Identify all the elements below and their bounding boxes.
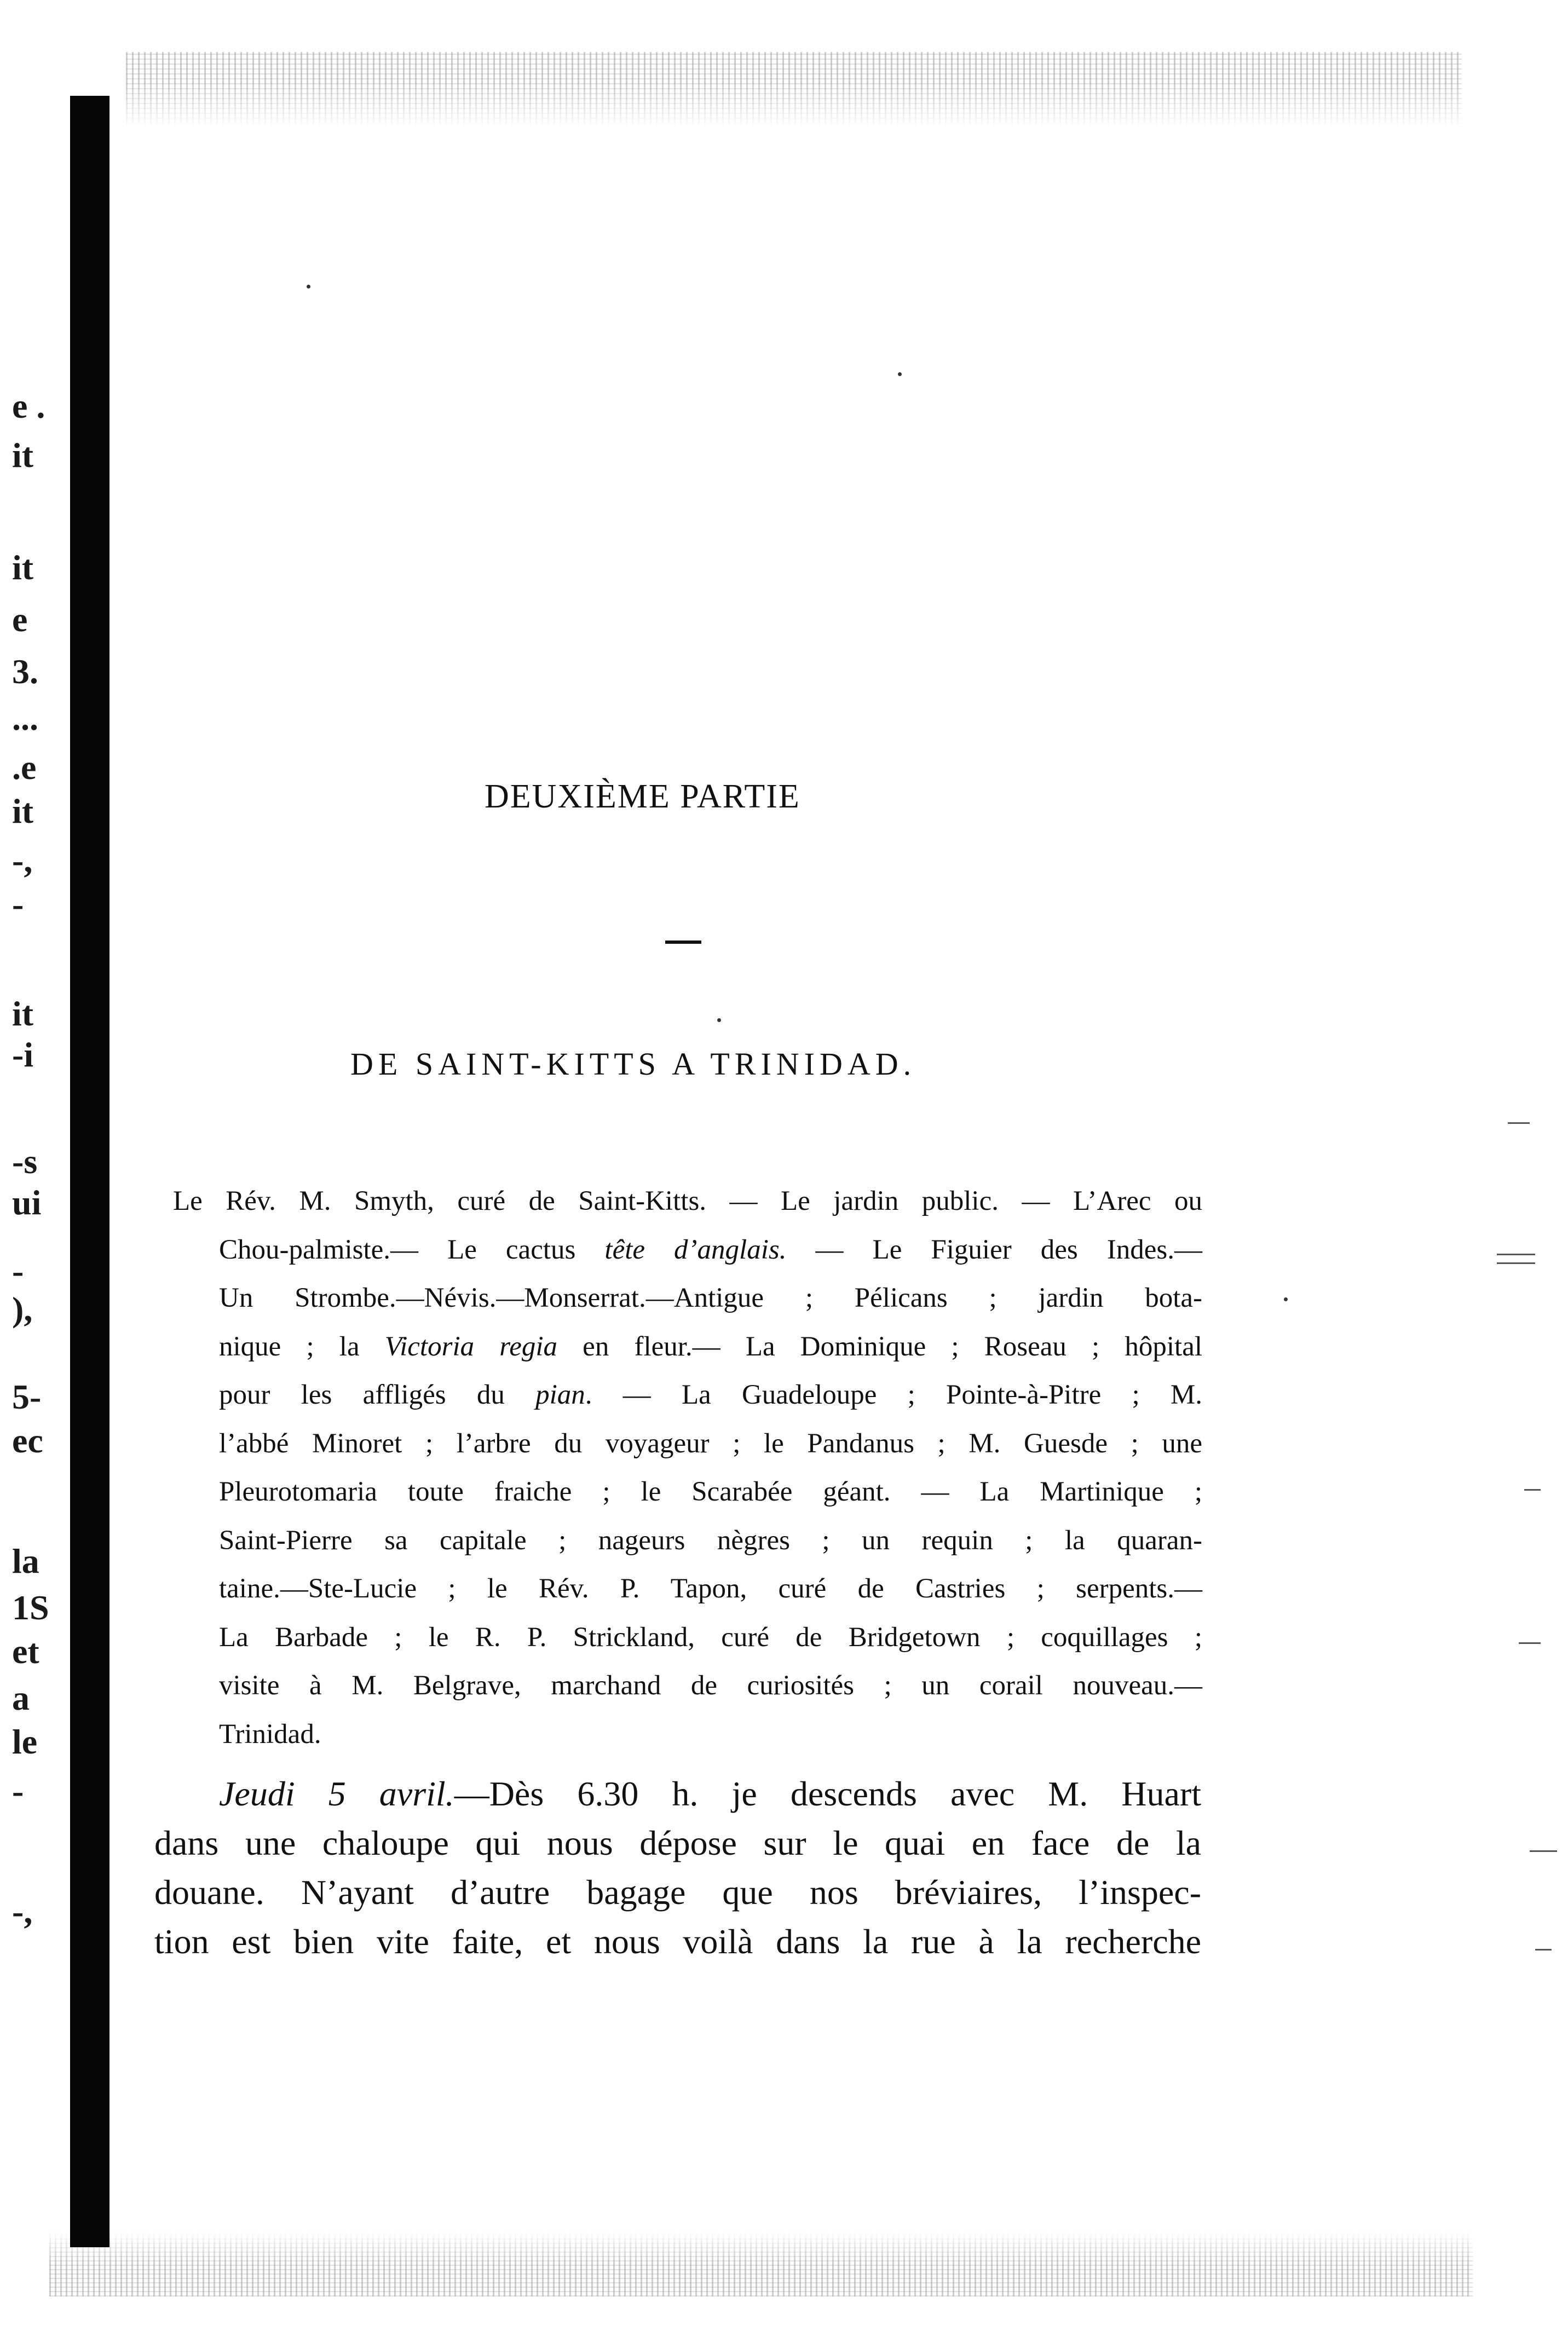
body-line: dans une chaloupe qui nous dépose sur le quai en face de la: [154, 1824, 1201, 1862]
body-line-text: —Dès 6.30 h. je descends avec M. Huart: [454, 1774, 1202, 1813]
speck: [898, 372, 902, 376]
margin-fragment: -: [12, 1251, 24, 1290]
summary-line: nique ; la Victoria regia en fleur.— La Dominique ; Roseau ; hôpital: [219, 1331, 1202, 1362]
margin-fragment: -: [12, 1771, 24, 1810]
adjacent-page-margin: [0, 0, 70, 2337]
margin-fragment: it: [12, 548, 34, 587]
section-title: DE SAINT-KITTS A TRINIDAD.: [350, 1046, 916, 1082]
summary-line: Le Rév. M. Smyth, curé de Saint-Kitts. — Le jardin public. — L’Arec ou: [173, 1186, 1202, 1216]
body-line: douane. N’ayant d’autre bagage que nos bréviaires, l’inspec-: [154, 1873, 1201, 1912]
date-label: Jeudi 5 avril.: [219, 1774, 454, 1813]
summary-line: Pleurotomaria toute fraiche ; le Scarabée géant. — La Martinique ;: [219, 1476, 1202, 1507]
margin-fragment: e .: [12, 386, 45, 425]
scan-noise-top: [126, 52, 1462, 129]
speck: [1284, 1297, 1288, 1301]
margin-fragment: ec: [12, 1421, 43, 1460]
summary-line: taine.—Ste-Lucie ; le Rév. P. Tapon, curé de Castries ; serpents.—: [219, 1573, 1202, 1604]
margin-fragment: .e: [12, 748, 37, 787]
summary-line: pour les affligés du pian. — La Guadeloupe ; Pointe-à-Pitre ; M.: [219, 1380, 1202, 1410]
body-line: [154, 1769, 1201, 1819]
italic-term: Victoria regia: [384, 1331, 558, 1362]
speck: [307, 285, 310, 288]
margin-fragment: la: [12, 1542, 39, 1580]
summary-line: La Barbade ; le R. P. Strickland, curé de Bridgetown ; coquillages ;: [219, 1622, 1202, 1653]
margin-fragment: -,: [12, 1892, 33, 1931]
summary-line: l’abbé Minoret ; l’arbre du voyageur ; le Pandanus ; M. Guesde ; une: [219, 1428, 1202, 1459]
binding-shadow: [70, 96, 109, 2247]
margin-fragment: a: [12, 1678, 30, 1717]
summary-line: Chou-palmiste.— Le cactus tête d’anglais. — Le Figuier des Indes.—: [219, 1234, 1203, 1265]
italic-term: pian: [535, 1380, 585, 1410]
summary-line: Saint-Pierre sa capitale ; nageurs nègres ; un requin ; la quaran-: [219, 1525, 1202, 1556]
chapter-summary: [173, 1177, 1202, 1758]
margin-fragment: -i: [12, 1035, 34, 1074]
margin-fragment: 3.: [12, 652, 38, 691]
margin-fragment: le: [12, 1722, 38, 1761]
margin-fragment: e: [12, 600, 28, 639]
margin-fragment: it: [12, 792, 34, 830]
margin-fragment: ...: [12, 699, 38, 737]
italic-term: tête d’anglais.: [604, 1234, 787, 1265]
body-line: tion est bien vite faite, et nous voilà dans la rue à la recherche: [154, 1922, 1201, 1961]
margin-fragment: -,: [12, 841, 33, 880]
scan-noise-bottom: [49, 2231, 1473, 2296]
margin-fragment: 5-: [12, 1377, 42, 1416]
speck: [717, 1018, 721, 1022]
margin-fragment: it: [12, 436, 34, 475]
margin-fragment: 1S: [12, 1588, 49, 1627]
title-divider: [665, 940, 701, 944]
summary-line: Trinidad.: [219, 1718, 321, 1750]
margin-fragment: -s: [12, 1142, 38, 1181]
body-text: [154, 1769, 1201, 1966]
margin-fragment: -: [12, 885, 24, 924]
margin-fragment: ),: [12, 1290, 33, 1329]
margin-fragment: it: [12, 994, 34, 1033]
margin-fragment: et: [12, 1632, 39, 1671]
summary-line: visite à M. Belgrave, marchand de curiosités ; un corail nouveau.—: [219, 1670, 1202, 1701]
summary-line: Un Strombe.—Névis.—Monserrat.—Antigue ; Pélicans ; jardin bota-: [219, 1283, 1202, 1313]
right-edge-marks: [1464, 0, 1568, 2337]
margin-fragment: ui: [12, 1183, 42, 1222]
part-title: DEUXIÈME PARTIE: [485, 778, 800, 815]
